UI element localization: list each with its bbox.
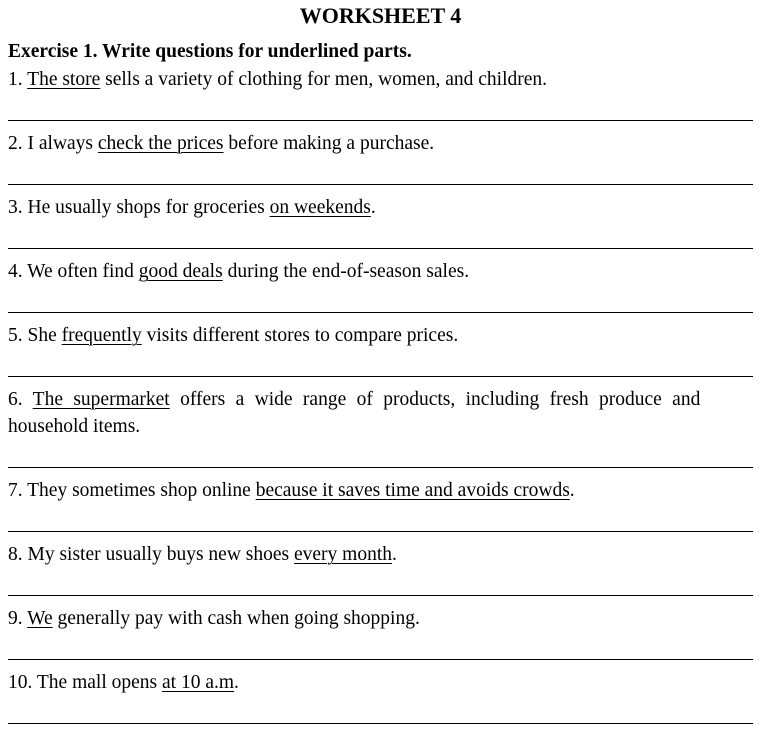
item-text-after: visits different stores to compare prices. xyxy=(141,325,459,346)
underlined-part: because it saves time and avoids crowds xyxy=(255,480,570,501)
item-text-before: I always xyxy=(22,133,98,154)
item-text-after: before making a purchase. xyxy=(223,133,435,154)
item-number: 6. xyxy=(8,389,23,410)
item-number: 2. xyxy=(8,133,23,154)
underlined-part: The supermarket xyxy=(32,389,170,410)
item-text-after: . xyxy=(234,672,239,693)
item-number: 7. xyxy=(8,480,23,501)
item-text-before: He usually shops for groceries xyxy=(22,197,270,218)
item-text-after: . xyxy=(370,197,376,218)
answer-blank-line xyxy=(8,184,753,185)
underlined-part: every month xyxy=(294,544,393,565)
underlined-part: at 10 a.m xyxy=(162,672,235,693)
answer-blank-line xyxy=(8,312,753,313)
item-text-before: My sister usually buys new shoes xyxy=(22,544,294,565)
item-text-after: . xyxy=(392,544,397,565)
item-text-before: She xyxy=(22,325,62,346)
underlined-part: check the prices xyxy=(97,133,224,154)
item-text-before: They sometimes shop online xyxy=(22,480,256,501)
item-text-before: We often find xyxy=(22,261,139,282)
underlined-part: The store xyxy=(27,69,101,90)
sentence-item xyxy=(8,194,753,221)
sentence-item xyxy=(8,541,753,568)
item-number: 10. xyxy=(8,672,33,693)
item-text-after: . xyxy=(569,480,575,501)
item-number: 3. xyxy=(8,197,23,218)
sentence-item xyxy=(8,386,753,440)
item-number: 9. xyxy=(8,608,23,629)
item-text-after: generally pay with cash when going shopping. xyxy=(52,608,420,629)
sentence-item xyxy=(8,605,753,632)
answer-blank-line xyxy=(8,120,753,121)
answer-blank-line xyxy=(8,595,753,596)
sentence-item xyxy=(8,66,753,93)
item-text-after: during the end-of-season sales. xyxy=(222,261,470,282)
underlined-part: frequently xyxy=(61,325,142,346)
answer-blank-line xyxy=(8,467,753,468)
answer-blank-line xyxy=(8,659,753,660)
item-text-before: The mall opens xyxy=(32,672,162,693)
item-text-wrap: household items. xyxy=(8,416,141,437)
sentence-item xyxy=(8,477,753,504)
item-number: 4. xyxy=(8,261,23,282)
sentence-item xyxy=(8,669,753,696)
underlined-part: good deals xyxy=(138,261,223,282)
justified-first-line xyxy=(8,389,700,410)
item-number: 1. xyxy=(8,69,23,90)
sentence-item xyxy=(8,258,753,285)
item-text-after: offers a wide range of products, including fresh produce and xyxy=(169,389,701,410)
sentence-item xyxy=(8,322,753,349)
underlined-part: on weekends xyxy=(269,197,371,218)
answer-blank-line xyxy=(8,531,753,532)
item-number: 8. xyxy=(8,544,23,565)
page-title: WORKSHEET 4 xyxy=(299,3,462,28)
answer-blank-line xyxy=(8,723,753,724)
exercise-heading: Exercise 1. Write questions for underlined parts. xyxy=(8,41,412,62)
answer-blank-line xyxy=(8,376,753,377)
sentence-item xyxy=(8,130,753,157)
item-number: 5. xyxy=(8,325,23,346)
answer-blank-line xyxy=(8,248,753,249)
underlined-part: We xyxy=(27,608,53,629)
item-text-before xyxy=(23,389,33,410)
item-text-after: sells a variety of clothing for men, women, and children. xyxy=(100,69,548,90)
